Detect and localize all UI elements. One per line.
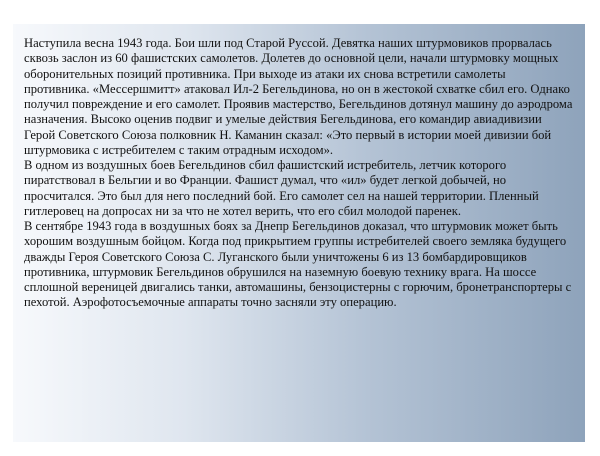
paragraph-3: В сентябре 1943 года в воздушных боях за Днепр Бегельдинов доказал, что штурмовик может быть хорошим воздушным бойцом. Когда под прикрытием группы истребителей своего земляка будущего дважды Героя Советского Союза С. Луганского были уничтожены 6 из 13 бомбардировщиков противника, штурмовик Бегельдинов обрушился на наземную боевую технику врага. На шоссе сплошной вереницей двигались танки, автомашины, бензоцистерны с горючим, бронетранспортеры с пехотой. Аэрофотосъемочные аппараты точно засняли эту операцию. xyxy=(24,219,572,310)
paragraph-1: Наступила весна 1943 года. Бои шли под Старой Руссой. Девятка наших штурмовиков прорвалась сквозь заслон из 60 фашистских самолетов. Долетев до основной цели, начали штурмовку мощных оборонительных позиций противника. При выходе из атаки их снова встретили самолеты противника. «Мессершмитт» атаковал Ил-2 Бегельдинова, но он в жестокой схватке сбил его. Однако получил повреждение и его самолет. Проявив мастерство, Бегельдинов дотянул машину до аэродрома назначения. Высоко оценив подвиг и умелые действия Бегельдинова, его командир авиадивизии Герой Советского Союза полковник Н. Каманин сказал: «Это первый в истории моей дивизии бой штурмовика с истребителем с таким отрадным исходом». xyxy=(24,36,573,157)
text-block xyxy=(24,36,574,311)
slide-background xyxy=(13,24,585,442)
paragraph-2: В одном из воздушных боев Бегельдинов сбил фашистский истребитель, летчик которого пиратствовал в Бельгии и во Франции. Фашист думал, что «ил» будет легкой добычей, но просчитался. Это был для него последний бой. Его самолет сел на нашей территории. Пленный гитлеровец на допросах ни за что не хотел верить, что его сбил молодой паренек. xyxy=(24,158,539,218)
